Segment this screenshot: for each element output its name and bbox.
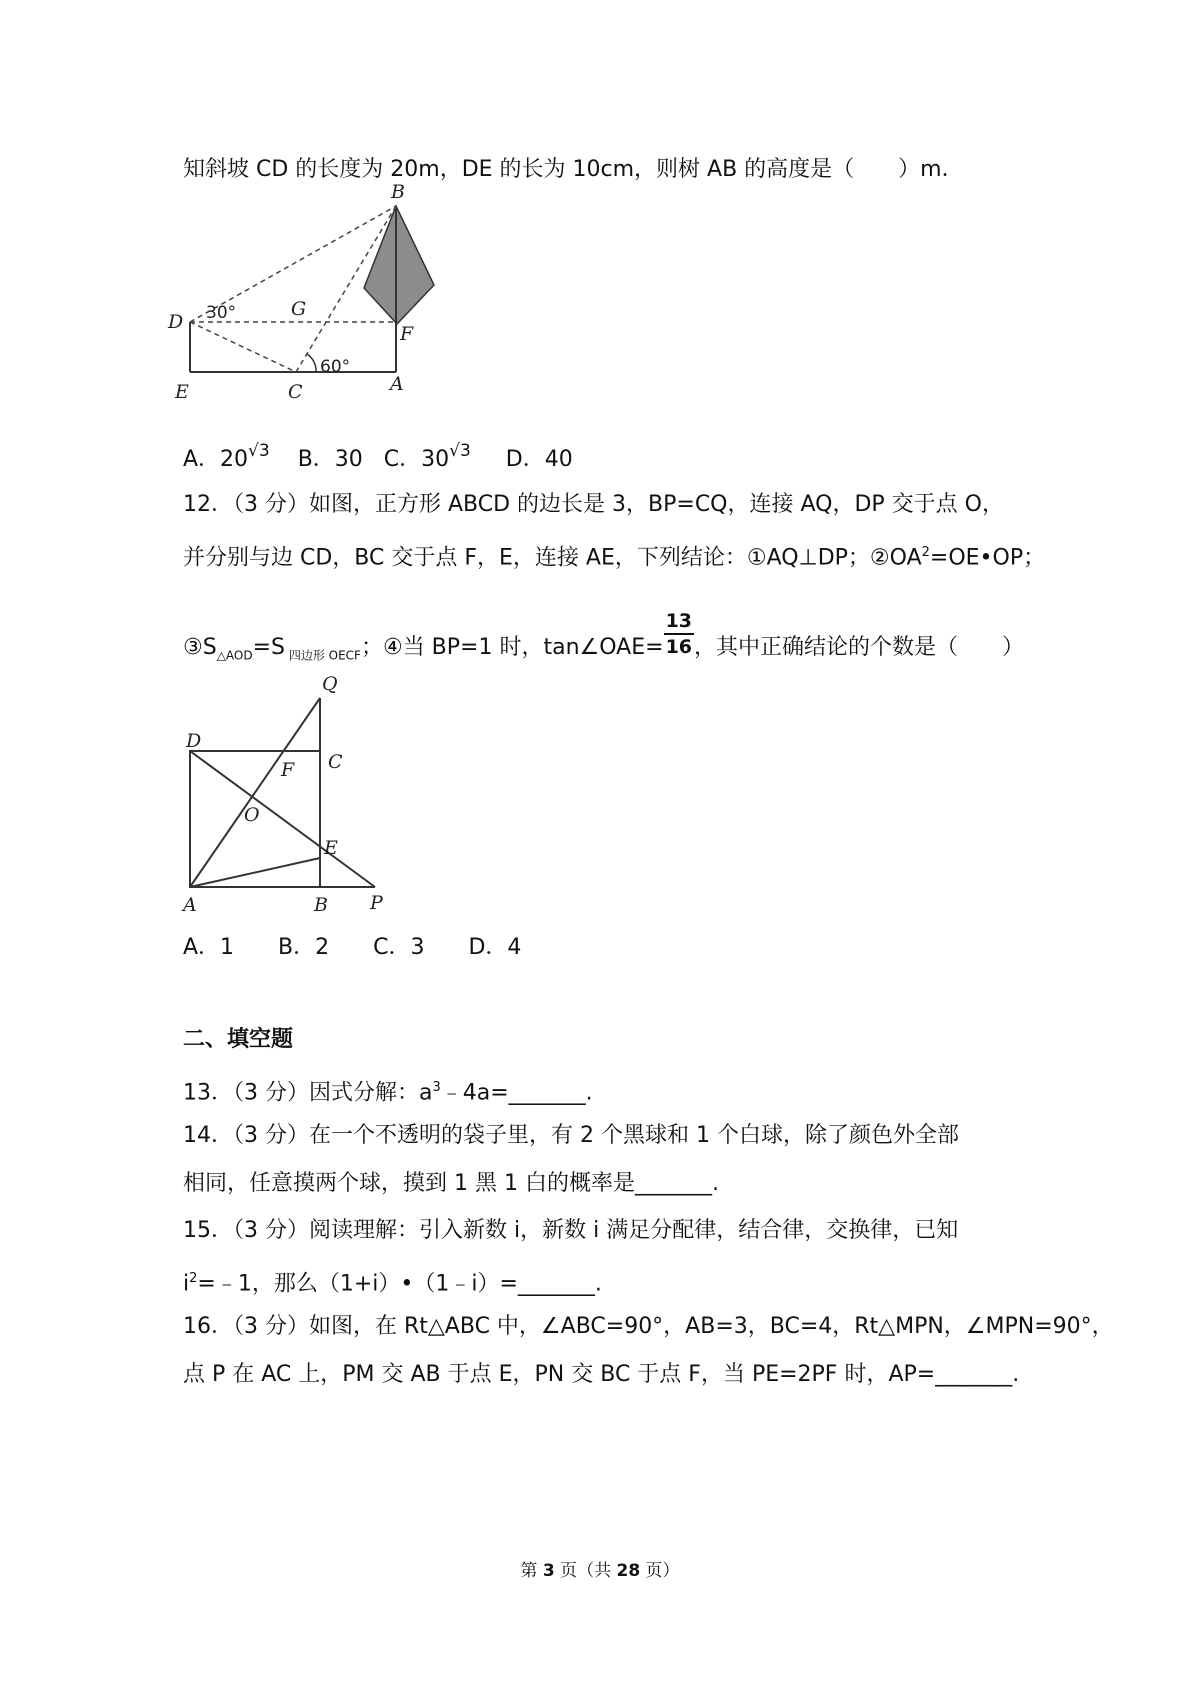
option-c[interactable]: C．$30^{√3}$ xyxy=(383,441,471,472)
label-f: F xyxy=(400,323,414,345)
label-p: P xyxy=(370,892,383,914)
section-title: 二、填空题 xyxy=(183,1027,294,1052)
q13: 13．（3 分）因式分解：$a^3﹣4a=\_\_\_\_\_\_\_$. xyxy=(183,1080,593,1106)
q14-line2: 相同，任意摸两个球，摸到 1 黑 1 白的概率是_______. xyxy=(183,1171,719,1196)
label-f: F xyxy=(281,759,295,781)
label-e: E xyxy=(175,381,189,403)
q15-line1: 15．（3 分）阅读理解：引入新数 i，新数 i 满足分配律，结合律，交换律，已知 xyxy=(183,1218,959,1243)
tree-crown xyxy=(364,206,434,324)
option-a[interactable]: A．$20^{√3}$ xyxy=(183,441,270,472)
label-o: O xyxy=(244,804,260,826)
line-ae xyxy=(190,858,320,887)
page-footer: 第 3 页（共 28 页） xyxy=(520,1561,680,1581)
label-a: A xyxy=(390,373,404,395)
q12-line1: 12．（3 分）如图，正方形 ABCD 的边长是 3，BP=CQ，连接 AQ，DP 交于点 O， xyxy=(183,492,1004,517)
angle-arc-c xyxy=(307,354,316,372)
sqrt3-a: √3 xyxy=(248,441,270,461)
label-a: A xyxy=(183,894,197,916)
q12-options[interactable]: A．1 B．2 C．3 D．4 xyxy=(183,935,522,960)
q11-figure xyxy=(168,181,440,403)
label-g: G xyxy=(291,298,307,320)
sqrt3-c: √3 xyxy=(449,441,471,461)
q16-line2: 点 P 在 AC 上，PM 交 AB 于点 E，PN 交 BC 于点 F，当 PE=2PF 时，AP=_______. xyxy=(183,1362,1020,1387)
option-d[interactable]: D．40 xyxy=(505,447,573,472)
label-b: B xyxy=(391,181,405,203)
q16-line1: 16．（3 分）如图，在 Rt△ABC 中，∠ABC=90°，AB=3，BC=4，Rt△MPN，∠MPN=90°， xyxy=(183,1314,1114,1339)
fraction-13-16: $\frac{13}{16}$ xyxy=(665,610,693,658)
label-c: C xyxy=(288,381,303,403)
dash-dc xyxy=(190,322,296,372)
label-d: D xyxy=(168,311,184,333)
q14-line1: 14．（3 分）在一个不透明的袋子里，有 2 个黑球和 1 个白球，除了颜色外全部 xyxy=(183,1123,959,1148)
q12-figure xyxy=(180,668,400,916)
angle-label-30: 30° xyxy=(206,303,237,323)
q15-line2: $i^2=﹣1$，那么（1+i）•（1﹣i）=_______. xyxy=(183,1271,602,1297)
label-e: E xyxy=(324,837,338,859)
line-aq xyxy=(190,698,320,887)
angle-label-60: 60° xyxy=(320,357,351,377)
q11-options xyxy=(183,441,573,476)
label-b: B xyxy=(314,894,328,916)
q11-stem: 知斜坡 CD 的长度为 20m，DE 的长为 10cm，则树 AB 的高度是（ ）m． xyxy=(183,157,964,182)
label-c: C xyxy=(328,751,343,773)
label-d: D xyxy=(186,730,202,752)
q12-line3: $③S_{\triangle AOD}=S$ $_{四边形 OECF}$；④当 BP=1 时，tan∠OAE= $\frac{13}{16}$ ，其中正确结论的个数是（ ） xyxy=(183,610,1025,663)
label-q: Q xyxy=(322,673,338,695)
option-b[interactable]: B．30 xyxy=(297,447,363,472)
q12-line2: 并分别与边 CD，BC 交于点 F，E，连接 AE，下列结论：①AQ⊥DP；$②OA^2=OE•OP$； xyxy=(183,545,1046,571)
